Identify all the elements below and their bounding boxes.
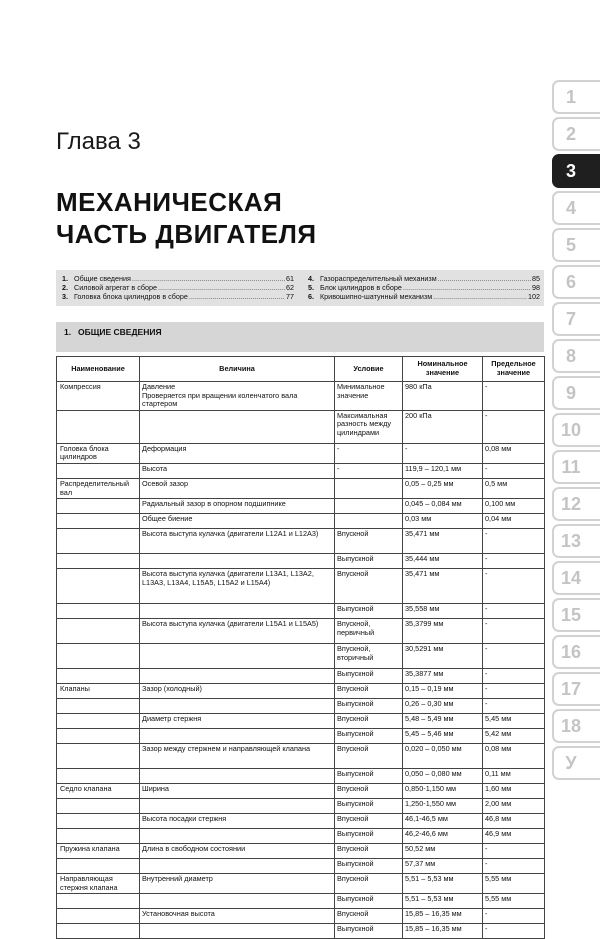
cell-name	[57, 829, 140, 844]
cell-nominal: 15,85 – 16,35 мм	[403, 924, 483, 939]
cell-nominal: 0,850-1,150 мм	[403, 784, 483, 799]
cell-nominal: 5,51 – 5,53 мм	[403, 874, 483, 894]
cell-nominal: -	[403, 443, 483, 463]
cell-limit: -	[483, 569, 545, 604]
cell-quantity	[140, 699, 335, 714]
cell-condition	[335, 478, 403, 498]
cell-quantity	[140, 799, 335, 814]
cell-name	[57, 699, 140, 714]
chapter-tab[interactable]: 10	[552, 413, 600, 447]
table-row	[57, 684, 545, 699]
table-row	[57, 829, 545, 844]
table-row	[57, 744, 545, 769]
cell-nominal: 0,020 – 0,050 мм	[403, 744, 483, 769]
cell-name	[57, 814, 140, 829]
table-row	[57, 894, 545, 909]
toc-entry-title: Силовой агрегат в сборе	[74, 282, 157, 292]
cell-nominal: 5,45 – 5,46 мм	[403, 729, 483, 744]
cell-condition: Впускной	[335, 814, 403, 829]
cell-condition: Выпускной	[335, 669, 403, 684]
cell-nominal: 15,85 – 16,35 мм	[403, 909, 483, 924]
cell-name	[57, 744, 140, 769]
toc-entry-page: 85	[532, 274, 540, 283]
toc-entry-number: 3.	[62, 291, 68, 301]
cell-quantity	[140, 859, 335, 874]
header-quantity: Величина	[140, 357, 335, 382]
chapter-tab[interactable]: 8	[552, 339, 600, 373]
table-row	[57, 669, 545, 684]
cell-name: Компрессия	[57, 382, 140, 411]
table-row	[57, 799, 545, 814]
cell-nominal: 0,26 – 0,30 мм	[403, 699, 483, 714]
table-row	[57, 784, 545, 799]
cell-nominal: 0,15 – 0,19 мм	[403, 684, 483, 699]
cell-condition: Впускной	[335, 569, 403, 604]
cell-name: Седло клапана	[57, 784, 140, 799]
table-row	[57, 569, 545, 604]
chapter-tab[interactable]: 6	[552, 265, 600, 299]
toc-entry-title: Головка блока цилиндров в сборе	[74, 291, 188, 301]
toc-entry-title: Общие сведения	[74, 274, 131, 283]
cell-limit: 5,42 мм	[483, 729, 545, 744]
cell-name	[57, 799, 140, 814]
cell-limit: -	[483, 463, 545, 478]
cell-name	[57, 859, 140, 874]
toc-entry[interactable]	[62, 293, 294, 302]
table-row	[57, 909, 545, 924]
cell-nominal: 57,37 мм	[403, 859, 483, 874]
cell-limit: 5,45 мм	[483, 714, 545, 729]
table-row	[57, 554, 545, 569]
chapter-tab[interactable]: 7	[552, 302, 600, 336]
table-row	[57, 859, 545, 874]
chapter-tab[interactable]: 12	[552, 487, 600, 521]
toc-entry-number: 6.	[308, 291, 314, 301]
cell-quantity	[140, 829, 335, 844]
chapter-tab[interactable]: 2	[552, 117, 600, 151]
cell-name	[57, 769, 140, 784]
cell-name	[57, 644, 140, 669]
table-row	[57, 529, 545, 554]
header-nominal: Номинальное значение	[403, 357, 483, 382]
chapter-tab[interactable]: 15	[552, 598, 600, 632]
toc-column-right	[308, 275, 540, 301]
table-row	[57, 814, 545, 829]
cell-condition: -	[335, 463, 403, 478]
cell-nominal: 980 кПа	[403, 382, 483, 411]
cell-limit: 0,100 мм	[483, 499, 545, 514]
cell-condition: Максимальная разность между цилиндрами	[335, 410, 403, 443]
toc-entry-number: 2.	[62, 282, 68, 292]
table-row	[57, 604, 545, 619]
cell-quantity: Внутренний диаметр	[140, 874, 335, 894]
cell-limit: 5,55 мм	[483, 894, 545, 909]
chapter-tab[interactable]: 5	[552, 228, 600, 262]
toc-leader-dots	[438, 275, 531, 284]
table-row	[57, 478, 545, 498]
cell-quantity: Высота	[140, 463, 335, 478]
cell-limit: 0,5 мм	[483, 478, 545, 498]
cell-name: Распределительный вал	[57, 478, 140, 498]
chapter-tab[interactable]: 3	[552, 154, 600, 188]
chapter-title	[56, 186, 516, 250]
cell-nominal: 50,52 мм	[403, 844, 483, 859]
cell-name	[57, 410, 140, 443]
cell-condition	[335, 514, 403, 529]
cell-quantity: Деформация	[140, 443, 335, 463]
table-row	[57, 443, 545, 463]
cell-limit: -	[483, 410, 545, 443]
cell-name	[57, 604, 140, 619]
cell-condition: Выпускной	[335, 554, 403, 569]
table-row	[57, 844, 545, 859]
cell-name	[57, 499, 140, 514]
toc-entry-page: 62	[286, 282, 294, 292]
cell-limit: 0,04 мм	[483, 514, 545, 529]
cell-name	[57, 514, 140, 529]
toc-entry-page: 102	[528, 291, 540, 301]
cell-quantity	[140, 894, 335, 909]
cell-nominal: 0,045 – 0,084 мм	[403, 499, 483, 514]
cell-quantity: Общее биение	[140, 514, 335, 529]
cell-quantity: Зазор между стержнем и направляющей клапана	[140, 744, 335, 769]
cell-quantity	[140, 669, 335, 684]
cell-condition: Выпускной	[335, 894, 403, 909]
cell-quantity: Радиальный зазор в опорном подшипнике	[140, 499, 335, 514]
cell-limit: -	[483, 844, 545, 859]
cell-condition: Выпускной	[335, 699, 403, 714]
header-name: Наименование	[57, 357, 140, 382]
chapter-tab[interactable]: 16	[552, 635, 600, 669]
cell-limit: 1,60 мм	[483, 784, 545, 799]
cell-limit: -	[483, 604, 545, 619]
cell-quantity: Высота выступа кулачка (двигатели L13A1, L13A2, L13A3, L13A4, L15A5, L15A2 и L15A4)	[140, 569, 335, 604]
section-header	[56, 322, 544, 352]
toc-leader-dots	[189, 293, 285, 302]
toc-entry[interactable]	[308, 293, 540, 302]
cell-condition	[335, 499, 403, 514]
cell-condition: Впускной	[335, 714, 403, 729]
cell-quantity: Осевой зазор	[140, 478, 335, 498]
table-row	[57, 699, 545, 714]
chapter-title-line-1: МЕХАНИЧЕСКАЯ	[56, 187, 283, 217]
cell-condition: Впускной, вторичный	[335, 644, 403, 669]
cell-name	[57, 714, 140, 729]
cell-nominal: 35,3799 мм	[403, 619, 483, 644]
cell-limit: -	[483, 554, 545, 569]
cell-nominal: 5,51 – 5,53 мм	[403, 894, 483, 909]
cell-limit: 46,9 мм	[483, 829, 545, 844]
cell-name: Пружина клапана	[57, 844, 140, 859]
table-row	[57, 499, 545, 514]
cell-condition: Выпускной	[335, 829, 403, 844]
table-row	[57, 382, 545, 411]
table-row	[57, 769, 545, 784]
cell-nominal: 0,050 – 0,080 мм	[403, 769, 483, 784]
cell-nominal: 46,1-46,5 мм	[403, 814, 483, 829]
toc-entry-page: 61	[286, 274, 294, 283]
cell-name	[57, 529, 140, 554]
cell-nominal: 119,9 – 120,1 мм	[403, 463, 483, 478]
cell-nominal: 5,48 – 5,49 мм	[403, 714, 483, 729]
cell-nominal: 35,3877 мм	[403, 669, 483, 684]
cell-quantity	[140, 604, 335, 619]
header-condition: Условие	[335, 357, 403, 382]
cell-limit: 2,00 мм	[483, 799, 545, 814]
cell-condition: Выпускной	[335, 729, 403, 744]
cell-nominal: 0,03 мм	[403, 514, 483, 529]
cell-quantity: Зазор (холодный)	[140, 684, 335, 699]
toc-entry-page: 98	[532, 282, 540, 292]
cell-name	[57, 554, 140, 569]
toc-entry-number: 1.	[62, 274, 68, 283]
header-limit: Предельное значение	[483, 357, 545, 382]
chapter-tab[interactable]: 11	[552, 450, 600, 484]
table-of-contents	[56, 270, 544, 306]
cell-condition: Минимальное значение	[335, 382, 403, 411]
cell-nominal: 35,558 мм	[403, 604, 483, 619]
cell-limit: 0,08 мм	[483, 443, 545, 463]
chapter-tab[interactable]: 1	[552, 80, 600, 114]
cell-condition: -	[335, 443, 403, 463]
section-title: ОБЩИЕ СВЕДЕНИЯ	[78, 327, 162, 337]
cell-nominal: 200 кПа	[403, 410, 483, 443]
specifications-table	[56, 356, 545, 939]
table-body	[57, 382, 545, 939]
cell-quantity	[140, 554, 335, 569]
chapter-tab[interactable]: 13	[552, 524, 600, 558]
cell-name: Клапаны	[57, 684, 140, 699]
chapter-tab[interactable]: 4	[552, 191, 600, 225]
cell-quantity	[140, 729, 335, 744]
cell-quantity	[140, 410, 335, 443]
toc-entry-number: 4.	[308, 274, 314, 283]
table-row	[57, 874, 545, 894]
cell-quantity: Высота выступа кулачка (двигатели L15A1 и L15A5)	[140, 619, 335, 644]
chapter-tab[interactable]: 9	[552, 376, 600, 410]
cell-condition: Впускной	[335, 874, 403, 894]
table-row	[57, 729, 545, 744]
cell-name	[57, 669, 140, 684]
cell-condition: Выпускной	[335, 924, 403, 939]
table-row	[57, 463, 545, 478]
cell-condition: Впускной	[335, 844, 403, 859]
cell-name	[57, 619, 140, 644]
cell-limit: -	[483, 699, 545, 714]
table-row	[57, 514, 545, 529]
cell-limit: 0,08 мм	[483, 744, 545, 769]
section-number: 1.	[64, 327, 72, 337]
cell-name	[57, 909, 140, 924]
cell-nominal: 35,444 мм	[403, 554, 483, 569]
toc-entry-number: 5.	[308, 282, 314, 292]
toc-entry-title: Кривошипно-шатунный механизм	[320, 291, 433, 301]
chapter-tab[interactable]: У	[552, 746, 600, 780]
cell-limit: -	[483, 382, 545, 411]
cell-name: Направляющая стержня клапана	[57, 874, 140, 894]
chapter-tab[interactable]: 14	[552, 561, 600, 595]
chapter-title-line-2: ЧАСТЬ ДВИГАТЕЛЯ	[56, 219, 317, 249]
cell-limit: -	[483, 529, 545, 554]
cell-nominal: 35,471 мм	[403, 529, 483, 554]
table-row	[57, 924, 545, 939]
cell-name	[57, 463, 140, 478]
cell-quantity: Высота выступа кулачка (двигатели L12A1 и L12A3)	[140, 529, 335, 554]
cell-limit: -	[483, 684, 545, 699]
cell-quantity: Ширина	[140, 784, 335, 799]
cell-condition: Выпускной	[335, 769, 403, 784]
cell-limit: 5,55 мм	[483, 874, 545, 894]
chapter-tab[interactable]: 18	[552, 709, 600, 743]
cell-limit: -	[483, 669, 545, 684]
cell-condition: Выпускной	[335, 799, 403, 814]
chapter-label: Глава 3	[56, 128, 141, 155]
cell-name: Головка блока цилиндров	[57, 443, 140, 463]
cell-condition: Выпускной	[335, 859, 403, 874]
cell-nominal: 1,250-1,550 мм	[403, 799, 483, 814]
table-row	[57, 644, 545, 669]
cell-limit: -	[483, 619, 545, 644]
cell-condition: Впускной, первичный	[335, 619, 403, 644]
cell-nominal: 30,5291 мм	[403, 644, 483, 669]
cell-limit: 0,11 мм	[483, 769, 545, 784]
cell-condition: Впускной	[335, 529, 403, 554]
cell-limit: -	[483, 859, 545, 874]
table-row	[57, 714, 545, 729]
toc-leader-dots	[433, 293, 527, 302]
cell-nominal: 46,2-46,6 мм	[403, 829, 483, 844]
table-row	[57, 410, 545, 443]
cell-quantity: Высота посадки стержня	[140, 814, 335, 829]
cell-quantity	[140, 644, 335, 669]
cell-nominal: 35,471 мм	[403, 569, 483, 604]
cell-limit: -	[483, 924, 545, 939]
cell-quantity	[140, 769, 335, 784]
cell-quantity: Длина в свободном состоянии	[140, 844, 335, 859]
cell-name	[57, 569, 140, 604]
cell-condition: Впускной	[335, 909, 403, 924]
cell-nominal: 0,05 – 0,25 мм	[403, 478, 483, 498]
cell-name	[57, 924, 140, 939]
table-header-row	[57, 357, 545, 382]
cell-condition: Выпускной	[335, 604, 403, 619]
toc-entry-page: 77	[286, 291, 294, 301]
chapter-tab[interactable]: 17	[552, 672, 600, 706]
toc-entry-title: Газораспределительный механизм	[320, 274, 437, 283]
cell-condition: Впускной	[335, 784, 403, 799]
cell-name	[57, 729, 140, 744]
table-row	[57, 619, 545, 644]
cell-quantity: Давление Проверяется при вращении коленчатого вала стартером	[140, 382, 335, 411]
cell-quantity: Установочная высота	[140, 909, 335, 924]
cell-quantity	[140, 924, 335, 939]
cell-quantity: Диаметр стержня	[140, 714, 335, 729]
cell-condition: Впускной	[335, 744, 403, 769]
toc-entry-title: Блок цилиндров в сборе	[320, 282, 402, 292]
cell-limit: -	[483, 644, 545, 669]
cell-limit: 46,8 мм	[483, 814, 545, 829]
toc-column-left	[62, 275, 294, 301]
cell-condition: Впускной	[335, 684, 403, 699]
cell-name	[57, 894, 140, 909]
cell-limit: -	[483, 909, 545, 924]
